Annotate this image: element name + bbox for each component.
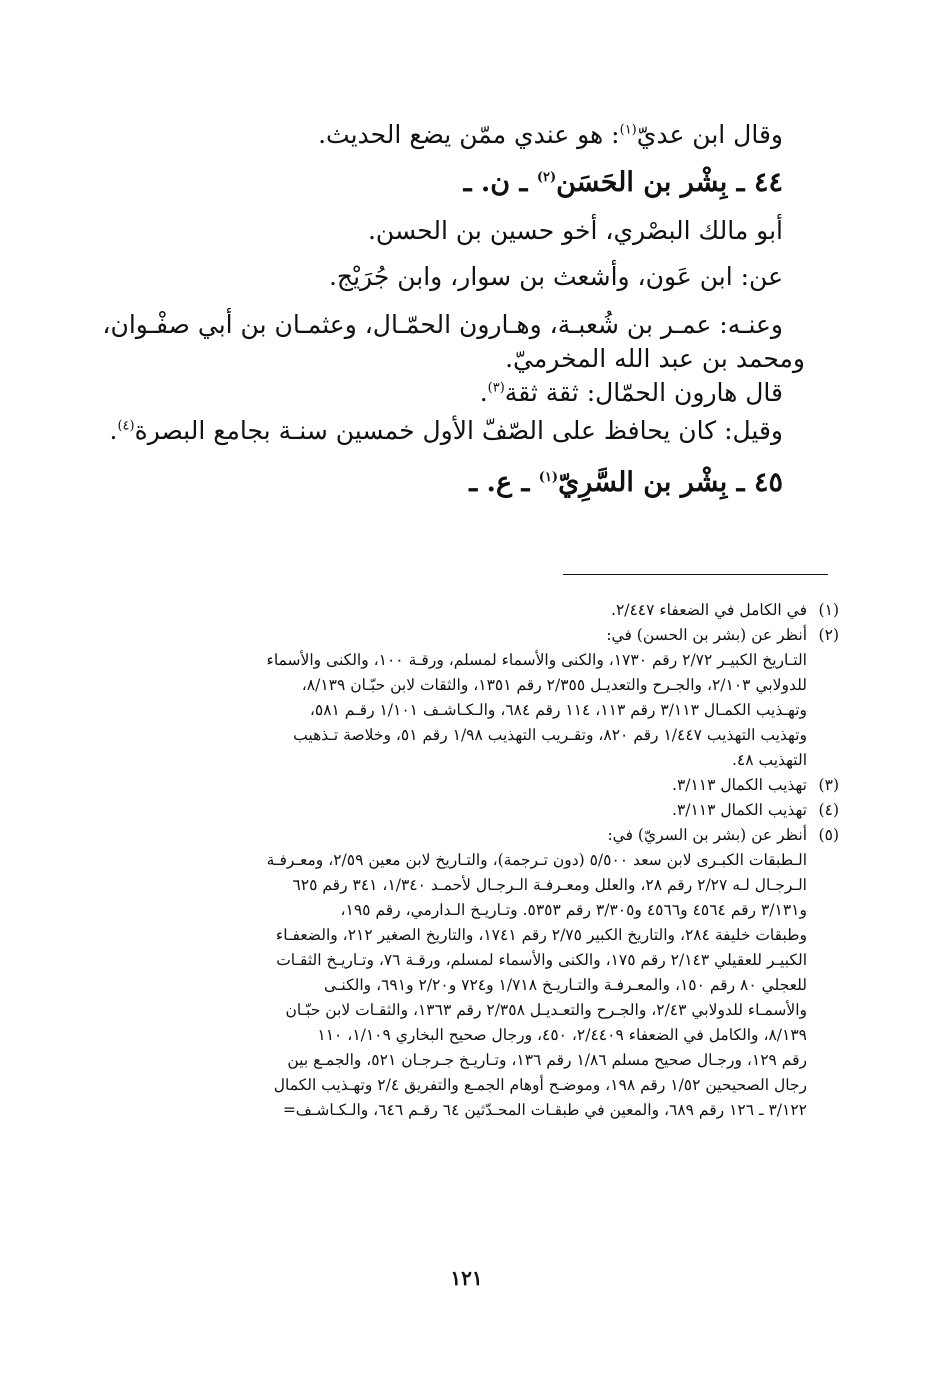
footnote-ref: (٤) xyxy=(117,418,135,434)
footnote-continuation: رجال الصحيحين ١/٥٢ رقم ١٩٨، وموضـح أوهام الجمـع والتفريق ٢/٤ وتهـذيب الكمال xyxy=(273,1076,807,1094)
heading-text: ـ ع. ـ xyxy=(469,467,539,498)
text-line xyxy=(83,414,783,448)
heading-text: ٤٤ ـ بِشْر بن الحَسَن xyxy=(556,167,783,198)
footnote xyxy=(149,598,839,623)
line-text: : هو عندي ممّن يضع الحديث. xyxy=(318,120,620,149)
footnote-text: في الكامل في الضعفاء ٢/٤٤٧. xyxy=(611,601,807,619)
footnote-continuation: التـاريخ الكبيـر ٢/٧٢ رقم ١٧٣٠، والكنى والأسماء لمسلم، ورقـة ١٠٠، والكنى والأسماء xyxy=(266,651,807,669)
footnote-continuation: وتهذيب التهذيب ١/٤٤٧ رقم ٨٢٠، وتقـريب التهذيب ١/٩٨ رقم ٥١، وخلاصة تـذهيب xyxy=(293,726,807,744)
footnote xyxy=(149,823,839,848)
line-text: وقيل: كان يحافظ على الصّفّ الأول خمسين سنـة بجامع البصرة xyxy=(134,416,783,445)
footnote-continuation: وتهـذيب الكمـال ٣/١١٣ رقم ١١٣، ١١٤ رقم ٦٨٤، والـكـاشـف ١/١٠١ رقـم ٥٨١، xyxy=(309,701,807,719)
text-line: وعنـه: عمـر بن شُعبـة، وهـارون الحمّـال، وعثمـان بن أبي صفْـوان، xyxy=(102,310,783,339)
footnote-number: (٥) xyxy=(818,826,839,844)
footnote-continuation: ٨/١٣٩، والكامل في الضعفاء ٢/٤٤٠٩، ٤٥٠، ورجال صحيح البخاري ١/١٠٩، ١١٠ xyxy=(317,1026,807,1044)
footnotes xyxy=(149,598,839,1123)
footnote-continuation: للعجلي ٨٠ رقم ١٥٠، والمعـرفـة والتـاريـخ ١/٧١٨ و٧٢٤ و٢/٢٠ و٦٩١، والكنـى xyxy=(323,976,807,994)
line-text: قال هارون الحمّال: ثقة ثقة xyxy=(504,378,783,407)
footnote-continuation: والأسمـاء للدولابي ٢/٤٣، والجـرح والتعـديـل ٢/٣٥٨ رقم ١٣٦٣، والثقـات لابن حبّـان xyxy=(285,1001,807,1019)
footnote-number: (١) xyxy=(818,601,839,619)
footnote-number: (٤) xyxy=(818,801,839,819)
footnote-continuation: و٣/١٣١ رقم ٤٥٦٤ و٤٥٦٦ و٣/٣٠٥ رقم ٥٣٥٣. وتـاريـخ الـدارمي، رقم ١٩٥، xyxy=(340,901,807,919)
footnote-continuation: الكبيـر للعقيلي ٢/١٤٣ رقم ١٧٥، والكنى والأسماء لمسلم، ورقـة ٧٦، وتـاريـخ الثقـات xyxy=(276,951,807,969)
text-line: أبو مالك البصْري، أخو حسين بن الحسن. xyxy=(367,216,783,245)
footnote-continuation: الـرجـال لـه ٢/٢٧ رقم ٢٨، والعلل ومعـرفـة الـرجـال لأحمـد ١/٣٤٠، ٣٤١ رقم ٦٢٥ xyxy=(292,876,807,894)
footnote-ref: (٣) xyxy=(487,380,505,396)
footnote xyxy=(149,773,839,798)
footnote-continuation: وطبقات خليفة ٢٨٤، والتاريخ الكبير ٢/٧٥ رقم ١٧٤١، والتاريخ الصغير ٢١٢، والضعفـاء xyxy=(275,926,807,944)
entry-heading xyxy=(83,466,783,500)
footnote-separator xyxy=(563,574,828,575)
entry-heading xyxy=(83,166,783,200)
heading-text: ٤٥ ـ بِشْر بن السَّرِيّ xyxy=(558,467,783,498)
footnote-continuation: الـطبقات الكبـرى لابن سعد ٥/٥٠٠ (دون تـرجمة)، والتـاريخ لابن معين ٢/٥٩، ومعـرفـة xyxy=(266,851,807,869)
text-line xyxy=(83,118,783,152)
text-line: ومحمد بن عبد الله المخرميّ. xyxy=(505,344,805,373)
footnote xyxy=(149,623,839,648)
footnote-continuation: ٣/١٢٢ ـ ١٢٦ رقم ٦٨٩، والمعين في طبقـات المحـدّثين ٦٤ رقـم ٦٤٦، والـكـاشـف= xyxy=(282,1101,807,1119)
line-text: . xyxy=(109,416,118,445)
footnote-text: تهذيب الكمال ٣/١١٣. xyxy=(672,801,807,819)
footnote-text: أنظر عن (بشر بن الحسن) في: xyxy=(606,626,807,644)
footnote-ref: (١) xyxy=(619,122,637,138)
heading-text: ـ ن. ـ xyxy=(463,167,537,198)
line-text: . xyxy=(479,378,488,407)
footnote-ref: (١) xyxy=(538,470,559,485)
text-line xyxy=(83,376,783,410)
page-number: ١٢١ xyxy=(450,1266,483,1290)
footnote-continuation: التهذيب ٤٨. xyxy=(731,751,807,769)
footnote-ref: (٢) xyxy=(536,170,557,185)
footnote-continuation: رقم ١٢٩، ورجـال صحيح مسلم ١/٨٦ رقم ١٣٦، وتـاريـخ جـرجـان ٥٢١، والجمـع بين xyxy=(287,1051,807,1069)
line-text: وقال ابن عديّ xyxy=(636,120,783,149)
footnote-text: أنظر عن (بشر بن السريّ) في: xyxy=(607,826,807,844)
main-text xyxy=(83,118,805,500)
footnote-number: (٣) xyxy=(818,776,839,794)
text-line: عن: ابن عَون، وأشعث بن سوار، وابن جُرَيْج. xyxy=(328,262,783,291)
footnote-continuation: للدولابي ٢/١٠٣، والجـرح والتعديـل ٢/٣٥٥ رقم ١٣٥١، والثقات لابن حبّـان ٨/١٣٩، xyxy=(301,676,807,694)
footnote-text: تهذيب الكمال ٣/١١٣. xyxy=(672,776,807,794)
footnote xyxy=(149,798,839,823)
footnote-number: (٢) xyxy=(818,626,839,644)
